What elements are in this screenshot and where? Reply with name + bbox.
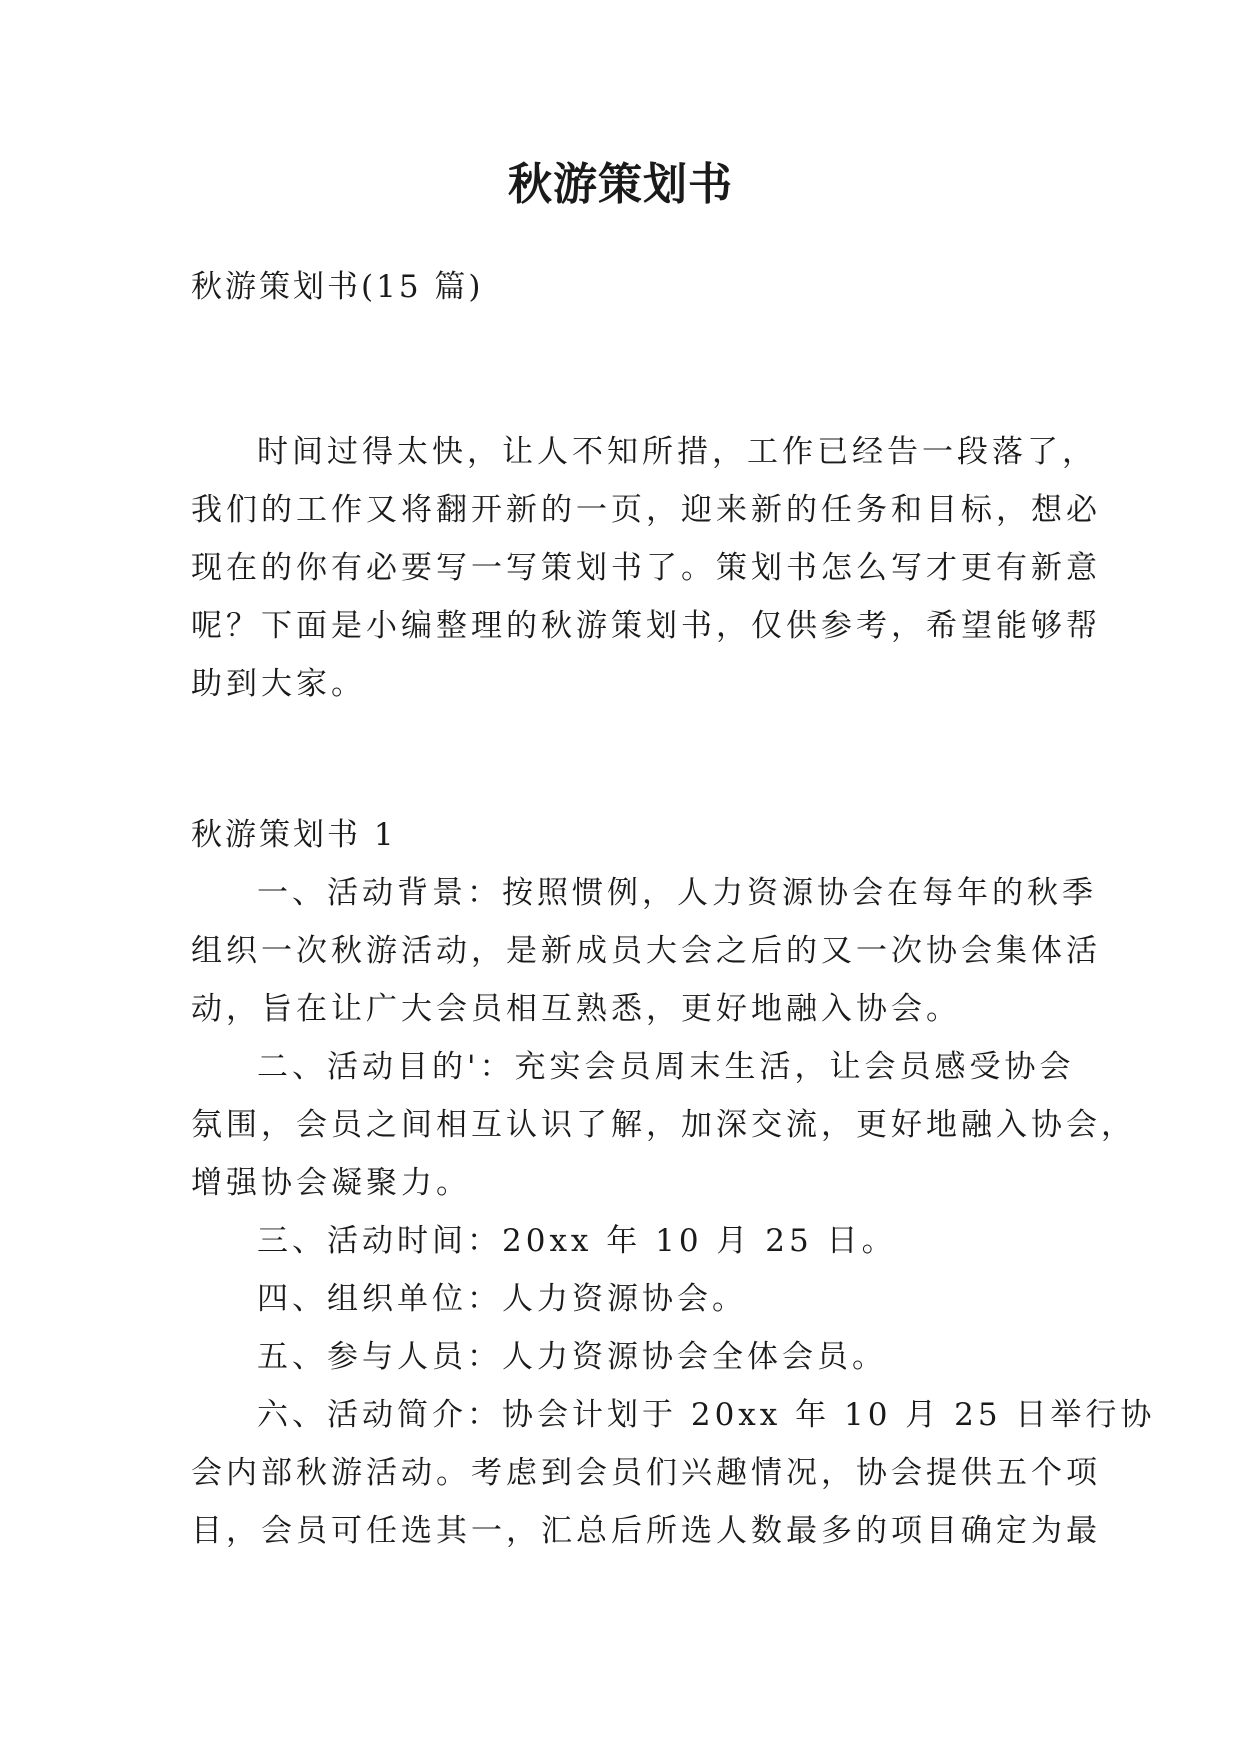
section-line: 氛围，会员之间相互认识了解，加深交流，更好地融入协会， (191, 1107, 1136, 1143)
document-subtitle: 秋游策划书(15 篇) (191, 269, 484, 305)
paragraph-line: 时间过得太快，让人不知所措，工作已经告一段落了， (257, 434, 1097, 470)
document-title: 秋游策划书 (508, 159, 733, 210)
section-heading-block (191, 806, 1057, 864)
intro-paragraph (191, 423, 1101, 713)
paragraph-line: 助到大家。 (191, 666, 366, 702)
section-body (191, 864, 1156, 1560)
paragraph-line: 呢？下面是小编整理的秋游策划书，仅供参考，希望能够帮 (191, 608, 1101, 644)
paragraph-line: 我们的工作又将翻开新的一页，迎来新的任务和目标，想必 (191, 492, 1101, 528)
section-line: 六、活动简介：协会计划于 20xx 年 10 月 25 日举行协 (257, 1397, 1156, 1433)
section-line: 四、组织单位：人力资源协会。 (257, 1281, 747, 1317)
section-line: 会内部秋游活动。考虑到会员们兴趣情况，协会提供五个项 (191, 1455, 1101, 1491)
section-line: 组织一次秋游活动，是新成员大会之后的又一次协会集体活 (191, 933, 1101, 969)
section-line: 目，会员可任选其一，汇总后所选人数最多的项目确定为最 (191, 1513, 1101, 1549)
section-line: 一、活动背景：按照惯例，人力资源协会在每年的秋季 (257, 875, 1097, 911)
section-line: 三、活动时间：20xx 年 10 月 25 日。 (257, 1223, 897, 1259)
section-line: 增强协会凝聚力。 (191, 1165, 471, 1201)
section-line: 二、活动目的'：充实会员周末生活，让会员感受协会 (257, 1049, 1075, 1085)
section-heading: 秋游策划书 1 (191, 817, 397, 853)
section-line: 动，旨在让广大会员相互熟悉，更好地融入协会。 (191, 991, 961, 1027)
section-line: 五、参与人员：人力资源协会全体会员。 (257, 1339, 887, 1375)
paragraph-line: 现在的你有必要写一写策划书了。策划书怎么写才更有新意 (191, 550, 1101, 586)
